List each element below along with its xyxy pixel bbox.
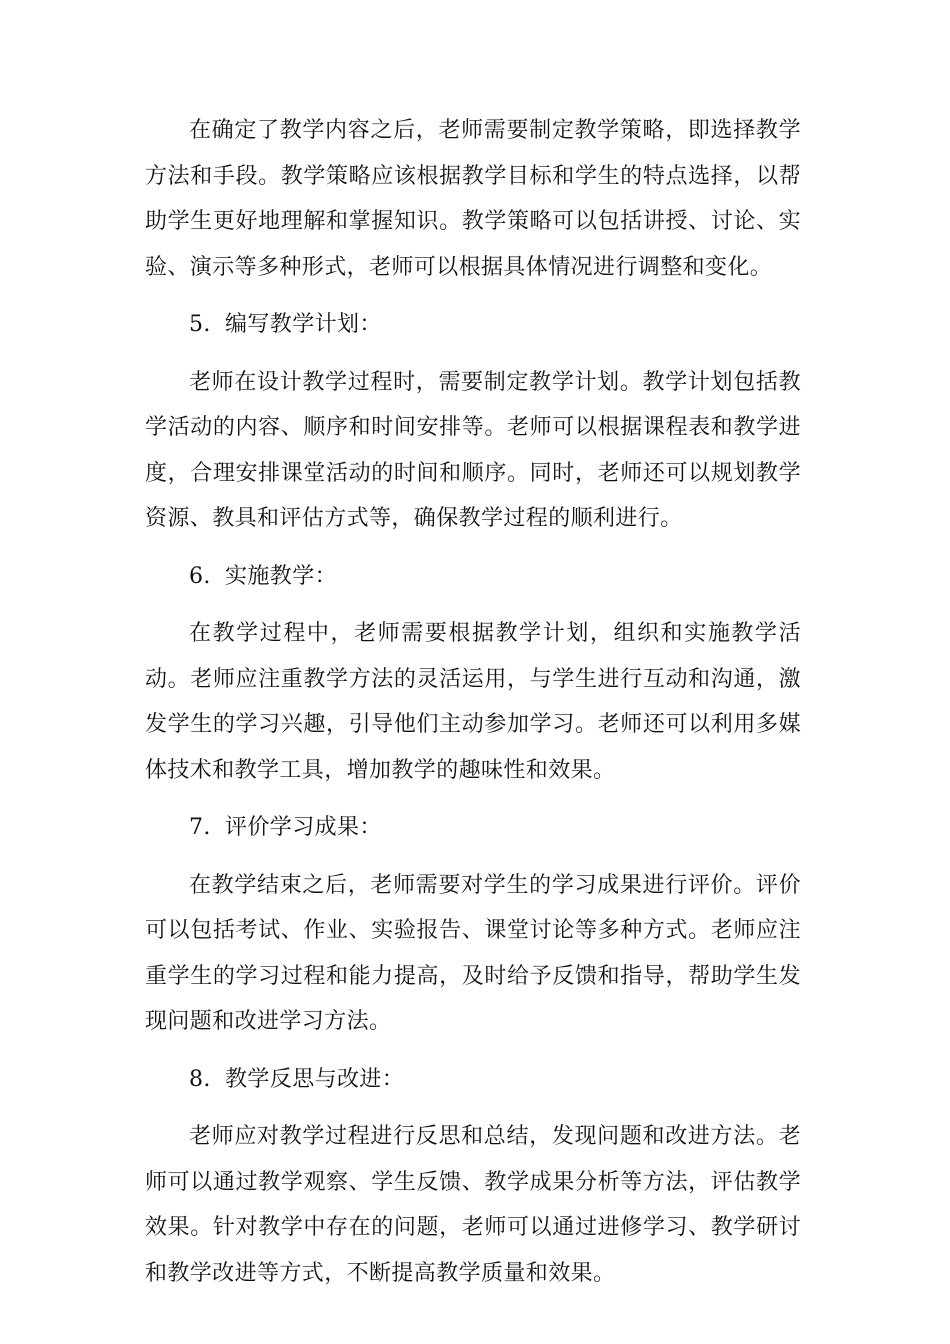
paragraph-evaluate-results: 在教学结束之后，老师需要对学生的学习成果进行评价。评价可以包括考试、作业、实验报告、课堂讨论等多种方式。老师应注重学生的学习过程和能力提高，及时给予反馈和指导，帮助学生发现问题和改进学习方法。 (145, 872, 801, 1034)
document-page (145, 108, 801, 1296)
section-number: 8. (189, 1066, 211, 1092)
section-heading-8 (145, 1057, 801, 1103)
section-number: 5. (189, 312, 211, 337)
paragraph-reflection: 老师应对教学过程进行反思和总结，发现问题和改进方法。老师可以通过教学观察、学生反馈、教学成果分析等方法，评估教学效果。针对教学中存在的问题，老师可以通过进修学习、教学研讨和教学改进等方式，不断提高教学质量和效果。 (145, 1124, 801, 1286)
paragraph-teaching-plan: 老师在设计教学过程时，需要制定教学计划。教学计划包括教学活动的内容、顺序和时间安排等。老师可以根据课程表和教学进度，合理安排课堂活动的时间和顺序。同时，老师还可以规划教学资源、教具和评估方式等，确保教学过程的顺利进行。 (145, 369, 801, 531)
section-number: 6. (189, 563, 211, 589)
section-number: 7. (189, 815, 211, 840)
paragraph-implement-teaching: 在教学过程中，老师需要根据教学计划，组织和实施教学活动。老师应注重教学方法的灵活运用，与学生进行互动和沟通，激发学生的学习兴趣，引导他们主动参加学习。老师还可以利用多媒体技术和教学工具，增加教学的趣味性和效果。 (145, 621, 801, 783)
section-heading-7 (145, 805, 801, 851)
section-title: 编写教学计划： (225, 312, 382, 337)
section-heading-6 (145, 554, 801, 600)
paragraph-teaching-strategy: 在确定了教学内容之后，老师需要制定教学策略，即选择教学方法和手段。教学策略应该根据教学目标和学生的特点选择，以帮助学生更好地理解和掌握知识。教学策略可以包括讲授、讨论、实验、演示等多种形式，老师可以根据具体情况进行调整和变化。 (145, 118, 801, 280)
section-title: 教学反思与改进： (225, 1066, 405, 1092)
section-heading-5 (145, 302, 801, 348)
section-title: 实施教学： (225, 563, 338, 589)
section-title: 评价学习成果： (225, 815, 382, 840)
